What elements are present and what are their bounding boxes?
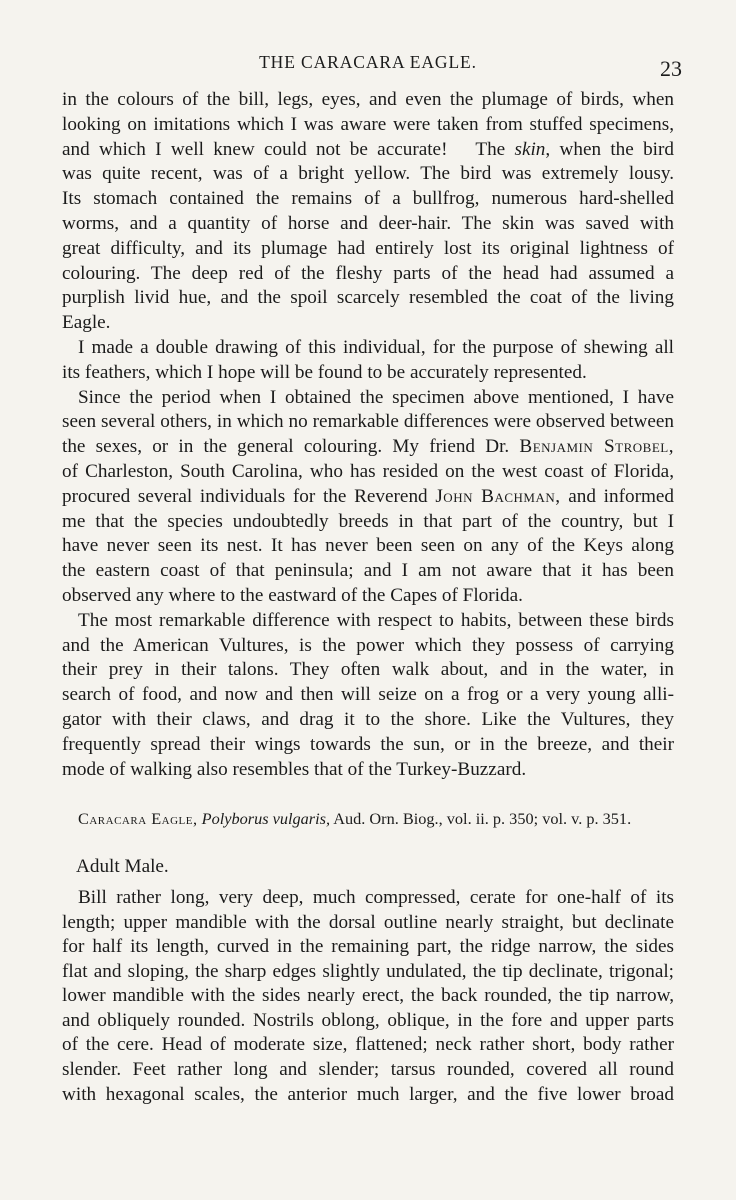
text-line: search of food, and now and then will seize on a frog or a very young alli- (62, 684, 674, 706)
text-line: me that the species undoubtedly breeds in that part of the country, but I (62, 510, 674, 532)
text-line: worms, and a quantity of horse and deer-hair. The skin was saved with (62, 212, 674, 234)
person-name: Benjamin Strobel, (519, 436, 674, 458)
text-line (62, 485, 674, 510)
text-line: Since the period when I obtained the specimen above mentioned, I have (78, 386, 674, 408)
text-line: seen several others, in which no remarkable differences were observed between (62, 411, 674, 433)
citation (62, 807, 674, 832)
text-line-part: procured several individuals for the Reverend (62, 485, 436, 507)
text-line: flat and sloping, the sharp edges slightly undulated, the tip declinate, trigonal; (62, 960, 674, 982)
paragraph-3 (62, 386, 674, 609)
text-line-part: , when the bird (545, 138, 674, 160)
paragraph-1 (62, 88, 674, 336)
text-line: purplish livid hue, and the spoil scarcely resembled the coat of the living (62, 287, 674, 309)
text-line: their prey in their talons. They often walk about, and in the water, in (62, 659, 674, 681)
body-text (62, 88, 674, 1107)
running-title: THE CARACARA EAGLE. (259, 52, 477, 72)
text-line: I made a double drawing of this individual, for the purpose of shewing all (78, 336, 674, 358)
text-line-part: the sexes, or in the general colouring. My friend Dr. (62, 436, 520, 458)
citation-reference: Aud. Orn. Biog., vol. ii. p. 350; vol. v. p. 351. (330, 809, 632, 829)
text-line (62, 435, 674, 460)
text-line: of the cere. Head of moderate size, flattened; neck rather short, body rather (62, 1034, 674, 1056)
paragraph-2 (62, 336, 674, 386)
text-line: great difficulty, and its plumage had entirely lost its original lightness of (62, 237, 674, 259)
description-paragraph (62, 886, 674, 1107)
text-line: have never seen its nest. It has never been seen on any of the Keys along (62, 535, 674, 557)
text-line: The most remarkable difference with respect to habits, between these birds (78, 609, 674, 631)
text-line: Its stomach contained the remains of a bullfrog, numerous hard-shelled (62, 188, 674, 210)
text-line: for half its length, curved in the remaining part, the ridge narrow, the sides (62, 936, 674, 958)
section-subheading: Adult Male. (76, 856, 169, 878)
text-line: mode of walking also resembles that of the Turkey-Buzzard. (62, 758, 527, 780)
text-line: frequently spread their wings towards the sun, or in the breeze, and their (62, 733, 674, 755)
citation-latin-name: Polyborus vulgaris, (201, 809, 331, 829)
text-line: of Charleston, South Carolina, who has resided on the west coast of Florida, (62, 460, 674, 482)
text-line: the eastern coast of that peninsula; and I am not aware that it has been (62, 560, 674, 582)
text-line: with hexagonal scales, the anterior much larger, and the five lower broad (62, 1083, 674, 1105)
running-head (62, 52, 682, 81)
text-line: slender. Feet rather long and slender; tarsus rounded, covered all round (62, 1059, 674, 1081)
person-name: John Bachman, (435, 485, 561, 507)
paragraph-4 (62, 609, 674, 783)
text-line: gator with their claws, and drag it to the shore. Like the Vultures, they (62, 708, 674, 730)
text-line: Eagle. (62, 312, 111, 334)
text-line: length; upper mandible with the dorsal outline nearly straight, but declinate (62, 911, 674, 933)
text-line: its feathers, which I hope will be found to be accurately represented. (62, 361, 587, 383)
italic-word: skin (514, 138, 546, 160)
citation-name: Caracara Eagle, (78, 809, 198, 829)
text-line: and the American Vultures, is the power which they possess of carrying (62, 634, 674, 656)
text-line: colouring. The deep red of the fleshy parts of the head had assumed a (62, 262, 674, 284)
text-line-part: and which I well knew could not be accurate! (62, 138, 448, 160)
text-line: Bill rather long, very deep, much compressed, cerate for one-half of its (78, 886, 674, 908)
text-line-part: and informed (560, 485, 675, 507)
text-line (62, 138, 674, 163)
text-line-part: The (475, 138, 515, 160)
text-line: in the colours of the bill, legs, eyes, and even the plumage of birds, when (62, 89, 674, 110)
text-line: was quite recent, was of a bright yellow. The bird was extremely lousy. (62, 163, 674, 185)
text-line: observed any where to the eastward of the Capes of Florida. (62, 584, 523, 606)
text-line: and obliquely rounded. Nostrils oblong, oblique, in the fore and upper parts (62, 1009, 674, 1031)
text-line: looking on imitations which I was aware were taken from stuffed specimens, (62, 113, 674, 135)
page-number: 23 (660, 56, 682, 81)
text-line: lower mandible with the sides nearly erect, the back rounded, the tip narrow, (62, 985, 674, 1007)
